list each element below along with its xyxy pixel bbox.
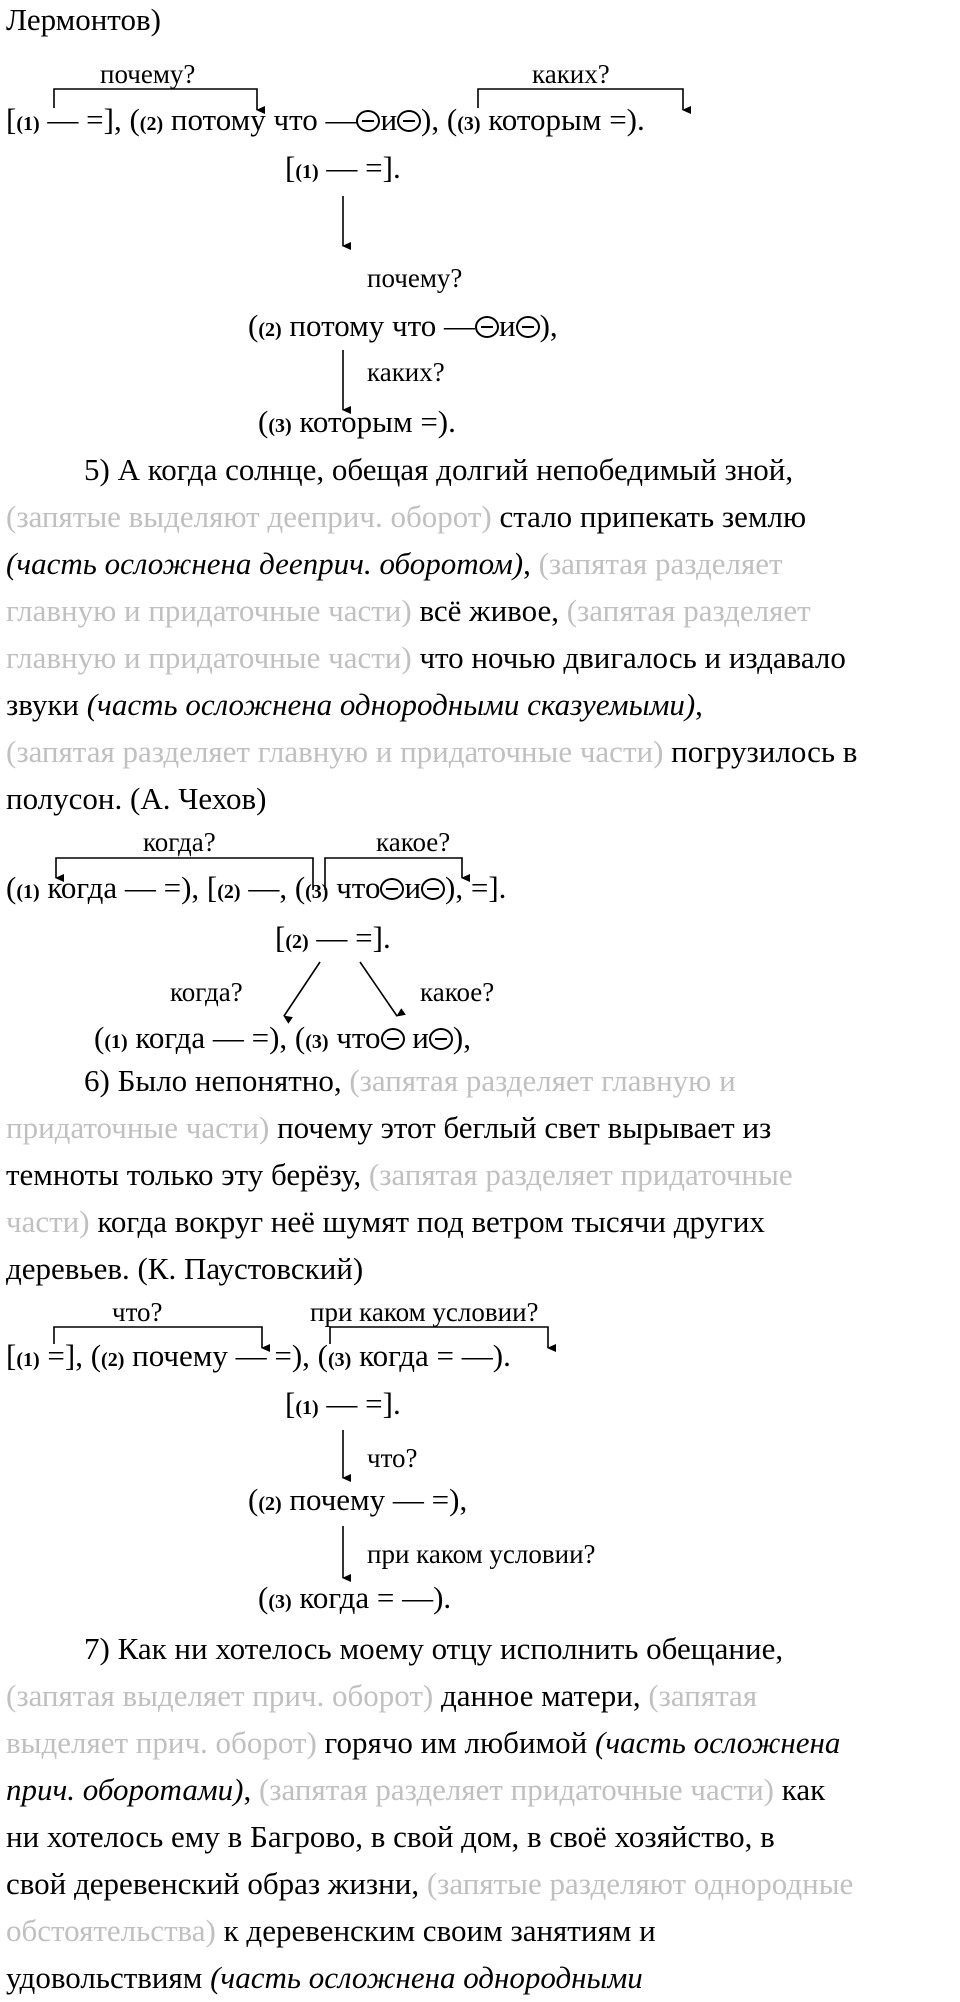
punctuation-comment: (запятая разделяет [538,546,783,581]
question-label: какое? [376,827,451,857]
vertical-scheme-clause: ((3) которым =). [258,404,456,439]
question-label: что? [112,1297,163,1327]
vertical-scheme-clause: ((3) когда = —). [258,1580,452,1615]
linear-scheme: [(1) — =], ((2) потому что — и ), ((3) которым =). [6,102,645,137]
text-line: придаточные части) почему этот беглый свет вырывает из [6,1110,772,1145]
punctuation-comment: (запятая разделяет придаточные части) [258,1772,774,1807]
question-label: когда? [170,977,243,1007]
punctuation-comment: (запятая выделяет прич. оборот) [6,1678,434,1713]
text-line: 5) А когда солнце, обещая долгий непобедимый зной, [84,452,794,487]
text-line: выделяет прич. оборот) горячо им любимой (часть осложнена [6,1725,841,1760]
question-label: каких? [367,357,445,387]
vertical-scheme-main: [(1) — =]. [285,150,401,185]
text-line: Лермонтов) [6,2,161,37]
vertical-scheme-clauses: ((1) когда — =), ((3) что и ), [94,1020,471,1055]
vertical-arrow [360,962,397,1016]
subject-circle-icon [397,110,421,132]
text-line: (запятые выделяют дееприч. оборот) стало припекать землю [6,499,807,534]
subject-circle-icon [429,1028,453,1050]
text-line: главную и придаточные части) всё живое, (запятая разделяет [6,593,811,628]
punctuation-comment: главную и придаточные части) [6,593,412,628]
text-line: деревьев. (К. Паустовский) [6,1251,364,1286]
text-line: свой деревенский образ жизни, (запятые разделяют однородные [6,1866,854,1901]
text-line: главную и придаточные части) что ночью двигалось и издавало [6,640,846,675]
question-label: при каком условии? [310,1297,539,1327]
question-label: что? [367,1443,418,1473]
punctuation-comment: части) [6,1204,90,1239]
linear-scheme: ((1) когда — =), [(2) —, ((3) что и ), =]. [6,870,507,905]
punctuation-comment: главную и придаточные части) [6,640,412,675]
subject-circle-icon [381,1028,405,1050]
text-line: звуки (часть осложнена однородными сказуемыми), [6,687,703,722]
vertical-arrow [284,962,320,1016]
vertical-scheme-main: [(1) — =]. [285,1386,401,1421]
punctuation-comment: выделяет прич. оборот) [6,1725,317,1760]
text-line: полусон. (А. Чехов) [6,781,267,816]
question-label: при каком условии? [367,1539,596,1569]
question-label: когда? [143,827,216,857]
text-line: обстоятельства) к деревенским своим занятиям и [6,1913,656,1948]
text-line: 7) Как ни хотелось моему отцу исполнить обещание, [84,1631,784,1666]
vertical-scheme-main: [(2) — =]. [275,920,391,955]
question-label: почему? [367,263,463,293]
subject-circle-icon [516,316,540,338]
question-label: какое? [420,977,495,1007]
punctuation-comment: (запятая [648,1678,758,1713]
text-line: темноты только эту берёзу, (запятая разделяет придаточные [6,1157,793,1192]
subject-circle-icon [356,110,380,132]
question-label: каких? [532,59,610,89]
text-line: (часть осложнена дееприч. оборотом), (запятая разделяет [6,546,783,581]
punctuation-comment: придаточные части) [6,1110,270,1145]
text-line: части) когда вокруг неё шумят под ветром тысячи других [6,1204,765,1239]
text-line: ни хотелось ему в Багрово, в свой дом, в своё хозяйство, в [6,1819,775,1854]
question-label: почему? [100,59,196,89]
subject-circle-icon [380,878,404,900]
vertical-scheme-clause: ((2) почему — =), [248,1482,468,1517]
subject-circle-icon [475,316,499,338]
punctuation-comment: (запятые выделяют дееприч. оборот) [6,499,492,534]
punctuation-comment: (запятые разделяют однородные [426,1866,854,1901]
text-line: удовольствиям (часть осложнена однородными [6,1960,643,1995]
text-line: прич. оборотами), (запятая разделяет придаточные части) как [6,1772,826,1807]
punctuation-comment: (запятая разделяет [566,593,811,628]
punctuation-comment: (запятая разделяет главную и придаточные части) [6,734,664,769]
text-line: (запятая разделяет главную и придаточные части) погрузилось в [6,734,858,769]
text-line: (запятая выделяет прич. оборот) данное матери, (запятая [6,1678,758,1713]
subject-circle-icon [421,878,445,900]
text-line: 6) Было непонятно, (запятая разделяет главную и [84,1063,736,1098]
vertical-scheme-clause: ((2) потому что — и ), [248,308,558,343]
punctuation-comment: (запятая разделяет главную и [349,1063,736,1098]
punctuation-comment: обстоятельства) [6,1913,216,1948]
linear-scheme: [(1) =], ((2) почему — =), ((3) когда = —). [6,1338,511,1373]
punctuation-comment: (запятая разделяет придаточные [368,1157,793,1192]
